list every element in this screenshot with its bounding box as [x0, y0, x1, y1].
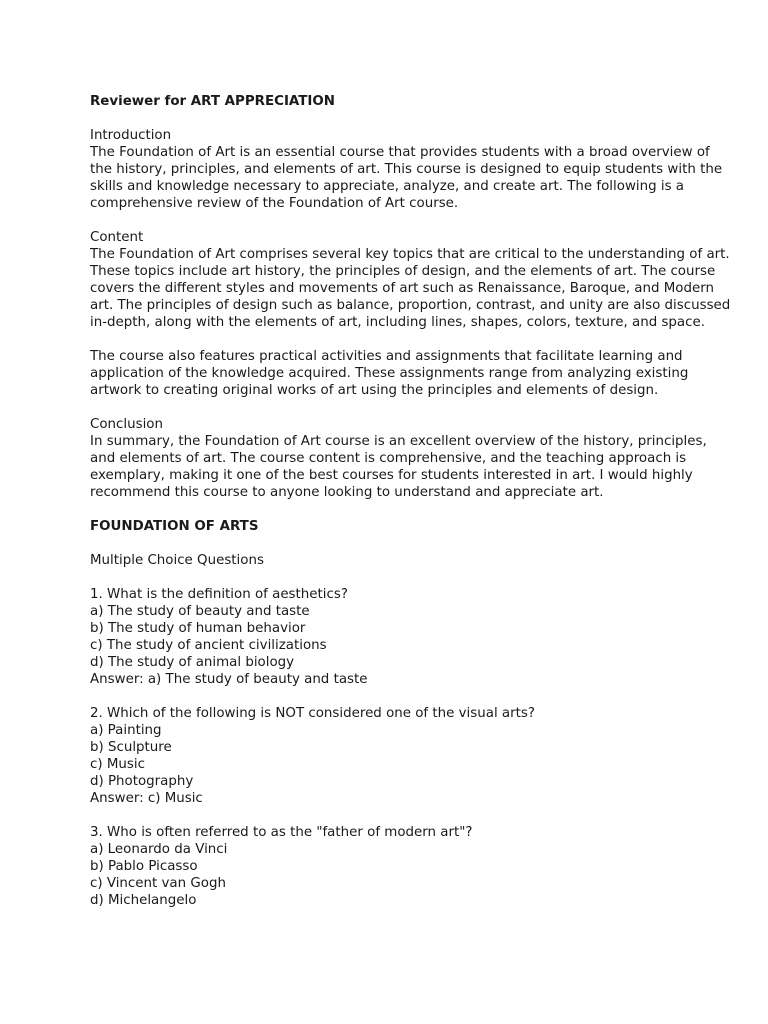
spacer — [90, 331, 708, 348]
question-text: 2. Which of the following is NOT considered one of the visual arts? — [90, 706, 535, 721]
conclusion-line: In summary, the Foundation of Art course is an excellent overview of the history, principles, — [90, 434, 707, 449]
answer-option: c) Vincent van Gogh — [90, 876, 226, 891]
answer-option: a) Painting — [90, 723, 162, 738]
answer-option: d) Michelangelo — [90, 893, 197, 908]
answer-option: a) The study of beauty and taste — [90, 604, 310, 619]
spacer — [90, 569, 708, 586]
introduction-line: The Foundation of Art is an essential course that provides students with a broad overview of — [90, 145, 710, 160]
question-block — [90, 705, 708, 807]
answer-option: d) Photography — [90, 774, 194, 789]
question-block — [90, 586, 708, 688]
correct-answer: Answer: c) Music — [90, 791, 203, 806]
conclusion-line: recommend this course to anyone looking to understand and appreciate art. — [90, 485, 604, 500]
answer-option: b) The study of human behavior — [90, 621, 306, 636]
document-title: Reviewer for ART APPRECIATION — [90, 94, 335, 109]
conclusion-section — [90, 416, 708, 501]
correct-answer: Answer: a) The study of beauty and taste — [90, 672, 368, 687]
answer-option: b) Pablo Picasso — [90, 859, 198, 874]
content-section — [90, 229, 731, 399]
question-block — [90, 824, 708, 909]
conclusion-line: exemplary, making it one of the best courses for students interested in art. I would highly — [90, 468, 693, 483]
introduction-section — [90, 127, 723, 212]
introduction-line: the history, principles, and elements of art. This course is designed to equip students with the — [90, 162, 723, 177]
content-heading: Content — [90, 230, 144, 245]
conclusion-line: and elements of art. The course content is comprehensive, and the teaching approach is — [90, 451, 687, 466]
introduction-line: comprehensive review of the Foundation of Art course. — [90, 196, 459, 211]
answer-option: c) Music — [90, 757, 145, 772]
spacer — [90, 807, 708, 824]
spacer — [90, 501, 708, 518]
content-line: The Foundation of Art comprises several key topics that are critical to the understanding of art. — [90, 247, 730, 262]
mcq-subheading: Multiple Choice Questions — [90, 553, 264, 568]
foundation-heading: FOUNDATION OF ARTS — [90, 519, 259, 534]
spacer — [90, 688, 708, 705]
spacer — [90, 212, 708, 229]
question-text: 1. What is the definition of aesthetics? — [90, 587, 348, 602]
conclusion-heading: Conclusion — [90, 417, 163, 432]
content-line: in-depth, along with the elements of art, including lines, shapes, colors, texture, and space. — [90, 315, 705, 330]
content-line: art. The principles of design such as balance, proportion, contrast, and unity are also discussed — [90, 298, 731, 313]
spacer — [90, 399, 708, 416]
content-line: covers the different styles and movements of art such as Renaissance, Baroque, and Modern — [90, 281, 714, 296]
spacer — [90, 535, 708, 552]
answer-option: a) Leonardo da Vinci — [90, 842, 228, 857]
answer-option: d) The study of animal biology — [90, 655, 295, 670]
content-line: These topics include art history, the principles of design, and the elements of art. The course — [90, 264, 716, 279]
introduction-line: skills and knowledge necessary to appreciate, analyze, and create art. The following is a — [90, 179, 685, 194]
answer-option: b) Sculpture — [90, 740, 172, 755]
answer-option: c) The study of ancient civilizations — [90, 638, 327, 653]
introduction-heading: Introduction — [90, 128, 172, 143]
content-line: The course also features practical activities and assignments that facilitate learning and — [90, 349, 683, 364]
content-line: application of the knowledge acquired. These assignments range from analyzing existing — [90, 366, 689, 381]
content-line: artwork to creating original works of art using the principles and elements of design. — [90, 383, 659, 398]
question-text: 3. Who is often referred to as the "father of modern art"? — [90, 825, 473, 840]
